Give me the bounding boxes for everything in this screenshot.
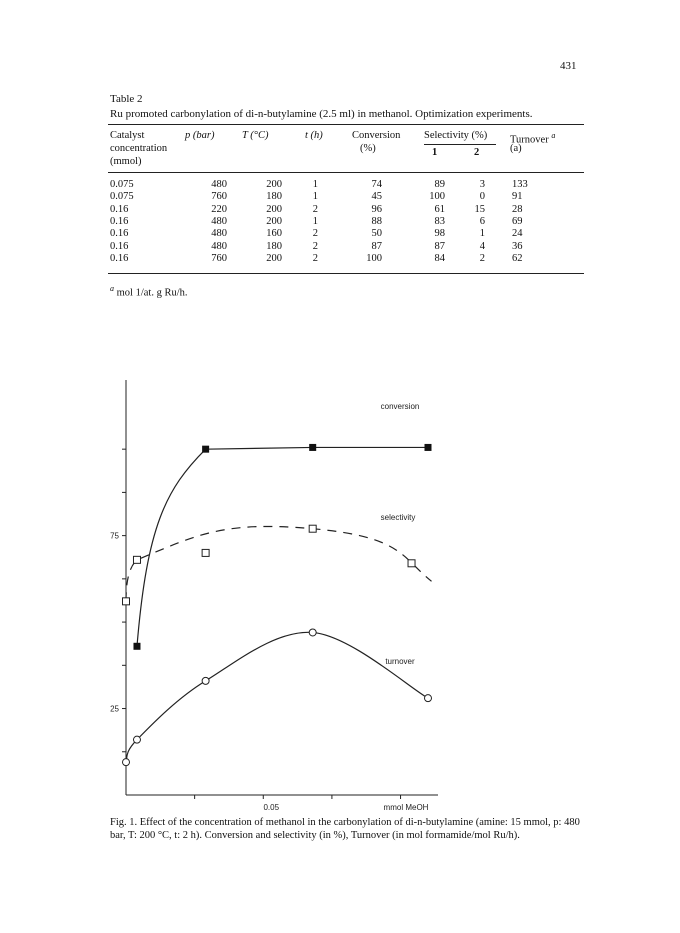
data-point-selectivity [309, 525, 316, 532]
table-cell: 0.075 [110, 191, 134, 203]
data-point-selectivity [133, 556, 140, 563]
table-cell: 2 [312, 203, 318, 215]
series-label-selectivity: selectivity [380, 513, 416, 522]
table-cell: 0.075 [110, 179, 134, 190]
table-cell: 61 [434, 203, 445, 215]
header-turnover-unit: (a) [510, 143, 522, 154]
table-cell: 2 [312, 252, 318, 264]
table-cell: 200 [266, 179, 282, 190]
table-cell: 760 [211, 252, 227, 264]
table-cell: 50 [371, 228, 382, 240]
figure-caption: Fig. 1. Effect of the concentration of methanol in the carbonylation of di-n-butylamine (amine: 15 mmol, p: 480 bar, T: 200 °C, t: 2 h). Conversion and selectivity (in %), Turnover (in mol formamide/mol Ru/h). [110, 817, 580, 841]
footnote-sup: a [110, 284, 114, 293]
table-cell: 0.16 [110, 203, 129, 215]
table-cell: 2 [312, 228, 318, 240]
table-cell: 45 [371, 191, 382, 203]
series-line-conversion [137, 447, 428, 646]
table-cell: 74 [371, 179, 382, 190]
data-point-turnover [309, 629, 316, 636]
x-tick-label: 0.05 [263, 803, 280, 812]
header-time: t (h) [305, 130, 323, 141]
header-conversion: Conversion [352, 130, 401, 141]
data-point-selectivity [123, 598, 130, 605]
table-cell: 220 [211, 203, 227, 215]
series-line-selectivity [126, 526, 432, 601]
data-point-turnover [133, 736, 140, 743]
table-cell: 0.16 [110, 228, 129, 240]
data-point-selectivity [202, 549, 209, 556]
data-point-conversion [425, 444, 432, 451]
table-cell: 91 [512, 191, 523, 203]
table-cell: 6 [479, 215, 485, 227]
table-cell: 15 [474, 203, 485, 215]
y-tick-label: 75 [110, 531, 119, 541]
table-cell: 24 [512, 228, 523, 240]
table-cell: 480 [211, 240, 227, 252]
table-cell: 84 [434, 252, 445, 264]
header-pressure: p (bar) [185, 130, 215, 141]
series-label-turnover: turnover [385, 657, 415, 666]
data-point-conversion [202, 446, 209, 453]
table-caption: Ru promoted carbonylation of di-n-butylamine (2.5 ml) in methanol. Optimization experiments. [110, 108, 533, 120]
table-cell: 1 [312, 179, 318, 190]
header-selectivity-1: 1 [432, 147, 438, 158]
table-cell: 180 [266, 191, 282, 203]
table-cell: 1 [312, 191, 318, 203]
table-cell: 160 [266, 228, 282, 240]
header-catalyst-2: concentration [110, 143, 168, 154]
data-point-conversion [309, 444, 316, 451]
table-cell: 96 [371, 203, 382, 215]
table-cell: 200 [266, 203, 282, 215]
data-point-turnover [425, 695, 432, 702]
table-cell: 480 [211, 215, 227, 227]
table-cell: 480 [211, 228, 227, 240]
footnote-text: mol 1/at. g Ru/h. [114, 287, 188, 299]
header-turnover-text: Turnover [510, 134, 552, 146]
table-cell: 4 [479, 240, 485, 252]
table-cell: 1 [312, 215, 318, 227]
table-cell: 480 [211, 179, 227, 190]
table-cell: 98 [434, 228, 445, 240]
header-conversion-unit: (%) [360, 143, 376, 154]
table-cell: 200 [266, 252, 282, 264]
table-cell: 0.16 [110, 215, 129, 227]
table-cell: 1 [479, 228, 485, 240]
table-cell: 760 [211, 191, 227, 203]
table-cell: 62 [512, 252, 523, 264]
y-tick-label: 25 [110, 704, 119, 714]
data-point-conversion [133, 643, 140, 650]
table-cell: 28 [512, 203, 523, 215]
header-catalyst: Catalyst [110, 130, 145, 141]
table-cell: 0.16 [110, 240, 129, 252]
table-cell: 180 [266, 240, 282, 252]
data-point-selectivity [408, 560, 415, 567]
table-label: Table 2 [110, 93, 143, 105]
header-temperature: T (°C) [242, 130, 269, 141]
page-number: 431 [560, 60, 577, 72]
table-cell: 89 [434, 179, 445, 190]
series-line-turnover [126, 632, 428, 762]
table-cell: 100 [429, 191, 445, 203]
series-label-conversion: conversion [380, 402, 420, 411]
table-cell: 0 [479, 191, 485, 203]
table-cell: 2 [312, 240, 318, 252]
table-cell: 100 [366, 252, 382, 264]
table-cell: 88 [371, 215, 382, 227]
header-catalyst-3: (mmol) [110, 156, 142, 167]
data-point-turnover [123, 759, 130, 766]
header-turnover-sup: a [551, 131, 556, 140]
header-selectivity: Selectivity (%) [424, 130, 488, 141]
table-cell: 2 [479, 252, 485, 264]
x-axis-label: mmol MeOH [383, 803, 429, 812]
table-cell: 69 [512, 215, 523, 227]
table-cell: 200 [266, 215, 282, 227]
table-cell: 0.16 [110, 252, 129, 264]
table-cell: 87 [434, 240, 445, 252]
header-selectivity-2: 2 [474, 147, 480, 158]
table-cell: 87 [371, 240, 382, 252]
table-cell: 3 [479, 179, 485, 190]
table-cell: 133 [512, 179, 528, 190]
data-point-turnover [202, 677, 209, 684]
table-cell: 83 [434, 215, 445, 227]
table-cell: 36 [512, 240, 523, 252]
